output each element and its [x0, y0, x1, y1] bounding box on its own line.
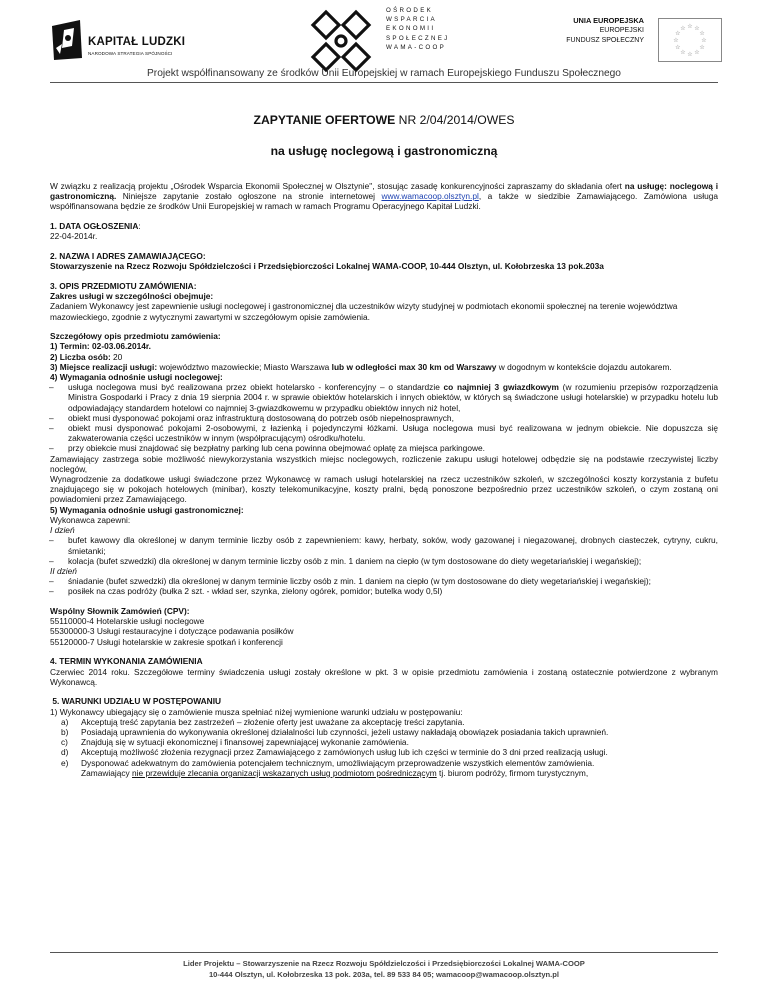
- dash-bullet: –: [49, 423, 54, 434]
- condition-item: [50, 717, 718, 727]
- eu-star-icon: ☆: [680, 50, 686, 57]
- intro-bold: na usługę: noclegową i gastronomiczną.: [50, 181, 719, 202]
- ue-logo-text: [564, 16, 644, 46]
- item-text: Posiadają uprawnienia do wykonywania określonej działalności lub czynności, jeżeli ustawy nakładają obowiązek posiadania takich uprawnień.: [81, 727, 609, 738]
- owes-line: SPOŁECZNEJ: [386, 34, 450, 42]
- item-text: Dysponować adekwatnym do zamówienia potencjałem technicznym, umożliwiającym przeprowadzenie wszystkich elementów zamówienia.: [81, 757, 595, 768]
- heading-text: 2. NAZWA I ADRES ZAMAWIAJĄCEGO:: [50, 251, 206, 262]
- detail-location: [50, 362, 718, 372]
- details-heading: [50, 331, 718, 341]
- detail-label: 2) Liczba osób:: [50, 351, 114, 362]
- condition-continuation: [50, 768, 718, 778]
- conditions-intro: 1) Wykonawcy ubiegający się o zamówienie musza spełniać niżej wymienione warunki udziału w postępowaniu:: [50, 706, 463, 717]
- item-underlined: nie przewiduje zlecania organizacji wskazanych usług podmiotom pośredniczącym: [132, 767, 437, 778]
- footer-divider: [50, 952, 718, 953]
- document-body: [50, 113, 718, 778]
- section-4-heading: [50, 656, 718, 666]
- cpv-code: 55120000-7 Usługi hotelarskie w zakresie spotkań i konferencji: [50, 636, 283, 647]
- detail-bold: lub w odległości max 30 km od Warszawy: [331, 361, 497, 372]
- subheading-text: Zakres usługi w szczególności obejmuje:: [50, 291, 214, 302]
- kapital-ludzki-title: KAPITAŁ LUDZKI: [88, 36, 186, 48]
- list-item: [50, 413, 718, 423]
- title-bold: ZAPYTANIE OFERTOWE: [253, 113, 396, 127]
- ue-line-1: UNIA EUROPEJSKA: [573, 16, 644, 25]
- dash-bullet: –: [49, 555, 54, 566]
- document-title: [50, 113, 718, 127]
- item-letter: c): [61, 737, 68, 748]
- accommodation-requirements-heading: [50, 372, 718, 382]
- footer-line-2: 10-444 Olsztyn, ul. Kołobrzeska 13 pok. 203a, tel. 89 533 84 05; wamacoop@wamacoop.olsztyn.pl: [208, 970, 560, 979]
- detail-persons: [50, 352, 718, 362]
- owes-logo-text: [386, 6, 450, 52]
- ue-logo: [564, 16, 724, 62]
- section-2-heading: [50, 251, 718, 261]
- condition-item: [50, 747, 718, 757]
- detail-value: 20: [113, 351, 123, 362]
- owes-mark-icon: [306, 8, 376, 74]
- heading-text: 4. TERMIN WYKONANIA ZAMÓWIENIA: [50, 656, 203, 667]
- item-text: (w rozumieniu przepisów rozporządzenia Ministra Gospodarki i Pracy z dnia 19 sierpnia 2004 r. w sprawie obiektów hotelarskich i innych obiektów, w których są świadczone usługi hotelarskie) w przypadku hotelu lub odpowiadający standardem hotelowi co najmniej 3-gwiazdkowemu w przypadku obiektów innych niż hotel,: [68, 382, 719, 413]
- eu-star-icon: ☆: [687, 52, 693, 58]
- heading-text: 3. OPIS PRZEDMIOTU ZAMÓWIENIA:: [50, 280, 197, 291]
- eu-star-icon: ☆: [675, 45, 681, 51]
- kapital-ludzki-flag-icon: [50, 18, 84, 62]
- catering-intro: Wykonawca zapewni:: [50, 514, 131, 525]
- dash-bullet: –: [49, 412, 54, 423]
- website-link[interactable]: www.wamacoop.olsztyn.pl: [381, 191, 479, 202]
- reservation-paragraph: Zamawiający zastrzega sobie możliwość niewykorzystania wszystkich miejsc noclegowych, rozliczenie zakupu usługi hotelowej odbędzie się na podstawie rzeczywistej liczby noclegów,: [50, 453, 718, 474]
- eu-star-icon: ☆: [699, 45, 705, 51]
- list-item: [50, 443, 718, 453]
- cpv-code: 55300000-3 Usługi restauracyjne i dotyczące podawania posiłków: [50, 626, 294, 637]
- item-text: bufet kawowy dla określonej w danym terminie liczby osób z zapewnieniem: kawy, herbaty, soków, wody gazowanej i niegazowanej, drobnych ciasteczek, cytryny, cukru, śmietanki;: [68, 535, 718, 556]
- intro-text: Niniejsze zapytanie zostało ogłoszone na stronie internetowej: [116, 191, 382, 202]
- day-1-label: [50, 525, 718, 535]
- cpv-code: 55110000-4 Hotelarskie usługi noclegowe: [50, 616, 205, 627]
- item-text: kolacja (bufet szwedzki) dla określonej w danym terminie liczby osób z min. 1 daniem na ciepło (w tym dostosowane do diety wegetariańskiej i wegańskiej);: [68, 555, 642, 566]
- header-divider: [50, 82, 718, 83]
- dash-bullet: –: [49, 443, 54, 454]
- item-text: posiłek na czas podróży (bułka 2 szt. - wkład ser, szynka, zielony ogórek, pomidor; butelka wody 0,5l): [68, 586, 443, 597]
- heading-text: 5. WARUNKI UDZIAŁU W POSTĘPOWANIU: [50, 696, 222, 707]
- item-bold: co najmniej 3 gwiazdkowym: [443, 382, 559, 393]
- eu-star-icon: ☆: [687, 24, 693, 30]
- scope-subheading: [50, 291, 718, 301]
- intro-text: W związku z realizacją projektu „Ośrodek Wsparcia Ekonomii Społecznej w Olsztynie", stosując zasadę konkurencyjności zapraszamy do składania ofert: [50, 181, 625, 191]
- project-cofinance-line: Projekt współfinansowany ze środków Unii Europejskiej w ramach Europejskiego Funduszu Społecznego: [147, 68, 621, 79]
- contracting-authority: [50, 261, 718, 271]
- detail-value: w dogodnym w kontekście dojazdu autokarem.: [496, 361, 672, 372]
- detail-label: 5) Wymagania odnośnie usługi gastronomicznej:: [50, 504, 244, 515]
- dash-bullet: –: [49, 576, 54, 587]
- list-item: [50, 382, 718, 413]
- intro-text: , a także w siedzibie Zamawiającego. Zamówiona usługa współfinansowana będzie ze środków Unii Europejskiej w ramach w ramach Programu Operacyjnego Kapitał Ludzki.: [50, 191, 719, 212]
- subheading-text: Szczegółowy opis przedmiotu zamówienia:: [50, 331, 221, 342]
- eu-star-icon: ☆: [673, 38, 679, 44]
- item-letter: e): [61, 757, 69, 768]
- owes-logo: [306, 6, 456, 76]
- eu-flag-icon: [658, 18, 722, 62]
- day-label: I dzień: [50, 525, 75, 536]
- dash-bullet: –: [49, 586, 54, 597]
- dash-bullet: –: [49, 535, 54, 546]
- item-text: tj. biurom podróży, firmom turystycznym,: [436, 767, 589, 778]
- detail-label: 1) Termin:: [50, 341, 93, 352]
- title-number: NR 2/04/2014/OWES: [395, 113, 515, 127]
- item-letter: b): [61, 727, 69, 738]
- scope-text: Zadaniem Wykonawcy jest zapewnienie usługi noclegowej i gastronomicznej dla uczestników wizyty studyjnej w podmiotach ekonomii społecznej na terenie województwa mazowieckiego, zgodnie z wytycznymi zawartymi w szczegółowym opisie zamówienia.: [50, 301, 678, 322]
- item-text: Akceptują możliwość złożenia rezygnacji przez Zamawiającego z zamówionych usług lub ich części w terminie do 3 dni przed realizacją usługi.: [81, 747, 608, 758]
- condition-item: [50, 727, 718, 737]
- owes-line: OŚRODEK: [386, 7, 434, 14]
- kapital-ludzki-subtitle: NARODOWA STRATEGIA SPÓJNOŚCI: [88, 51, 173, 56]
- detail-label: 4) Wymagania odnośnie usługi noclegowej:: [50, 372, 223, 383]
- section-3-heading: [50, 281, 718, 291]
- item-text: obiekt musi dysponować pokojami oraz infrastrukturą dostosowaną do potrzeb osób niepełnosprawnych,: [68, 412, 454, 423]
- owes-line: EKONOMII: [386, 25, 436, 33]
- extra-services-paragraph: Wynagrodzenie za dodatkowe usługi świadczone przez Wykonawcę w ramach usługi hotelarskiej na rzecz uczestników szkoleń, w szczególności koszty korzystania z bufetu znajdującego się w pokojach hotelowych (minibar), koszty telekomunikacyjne, koszty pralni, będą ponoszone bezpośrednio przez uczestników szkoleń, o czym zostaną oni powiadomieni przez Zamawiającego.: [50, 474, 718, 505]
- list-item: [50, 423, 718, 443]
- owes-line: WSPARCIA: [386, 16, 437, 24]
- detail-term: [50, 341, 718, 351]
- ue-line-2: EUROPEJSKI: [599, 27, 644, 34]
- catering-requirements-heading: [50, 505, 718, 515]
- item-letter: d): [61, 747, 69, 758]
- detail-label: 3) Miejsce realizacji usługi:: [50, 361, 160, 372]
- item-text: obiekt musi dysponować pokojami 2-osobowymi, z łazienką i pojedynczymi łóżkami. Usługa noclegowa musi być realizowana w jednym obiekcie. Nie dopuszcza się zakwaterowania części uczestników w innym (współpracującym) ośrodku/hotelu.: [68, 423, 718, 444]
- announcement-date: 22-04-2014r.: [50, 231, 98, 242]
- kapital-ludzki-logo: [50, 14, 210, 68]
- dash-bullet: –: [49, 382, 54, 393]
- eu-star-icon: ☆: [694, 25, 700, 32]
- day-label: II dzień: [50, 565, 77, 576]
- condition-item: [50, 758, 718, 768]
- item-text: usługa noclegowa musi być realizowana przez obiekt hotelarsko - konferencyjny – o standardzie: [68, 382, 444, 393]
- subheading-text: Wspólny Słownik Zamówień (CPV):: [50, 606, 190, 617]
- list-item: [50, 576, 718, 586]
- list-item: [50, 556, 718, 566]
- heading-colon: :: [138, 221, 141, 232]
- item-text: Znajdują się w sytuacji ekonomicznej i finansowej zapewniającej wykonanie zamówienia.: [81, 737, 409, 748]
- detail-value: 02-03.06.2014r.: [92, 341, 151, 352]
- eu-star-icon: ☆: [701, 38, 707, 44]
- owes-line: WAMA-COOP: [386, 43, 446, 51]
- item-text: przy obiekcie musi znajdować się bezpłatny parking lub cena powinna obejmować opłatę za miejsca parkingowe.: [68, 443, 485, 454]
- eu-star-icon: ☆: [675, 31, 681, 37]
- authority-text: Stowarzyszenie na Rzecz Rozwoju Spółdzielczości i Przedsiębiorczości Lokalnej WAMA-COOP, 10-444 Olsztyn, ul. Kołobrzeska 13 pok.203a: [50, 261, 604, 272]
- detail-value: województwo mazowieckie; Miasto Warszawa: [159, 361, 332, 372]
- intro-paragraph: [50, 181, 718, 212]
- execution-term-text: Czerwiec 2014 roku. Szczegółowe terminy świadczenia usługi zostały określone w pkt. 3 w opisie przedmiotu zamówienia i zostaną ostatecznie potwierdzone z wybranym Wykonawcą.: [50, 666, 718, 687]
- section-5-heading: [50, 696, 718, 706]
- item-text: Akceptują treść zapytania bez zastrzeżeń – złożenie oferty jest uważane za akceptację treści zapytania.: [81, 716, 465, 727]
- eu-star-icon: ☆: [699, 31, 705, 37]
- eu-star-icon: ☆: [694, 50, 700, 57]
- footer: [0, 958, 768, 980]
- item-letter: a): [61, 716, 69, 727]
- cpv-heading: [50, 606, 718, 616]
- document-subtitle: na usługę noclegową i gastronomiczną: [270, 144, 498, 158]
- heading-text: 1. DATA OGŁOSZENIA: [50, 221, 139, 232]
- ue-line-3: FUNDUSZ SPOŁECZNY: [566, 37, 644, 44]
- section-1-heading: [50, 221, 718, 231]
- condition-item: [50, 737, 718, 747]
- list-item: [50, 535, 718, 555]
- item-text: Zamawiający: [81, 767, 133, 778]
- footer-line-1: Lider Projektu – Stowarzyszenie na Rzecz Rozwoju Spółdzielczości i Przedsiębiorczości Lokalnej WAMA-COOP: [183, 959, 585, 968]
- list-item: [50, 586, 718, 596]
- eu-star-icon: ☆: [680, 25, 686, 32]
- item-text: śniadanie (bufet szwedzki) dla określonej w danym terminie liczby osób z min. 1 daniem na ciepło (w tym dostosowane do diety wegetariańskiej i wegańskiej);: [68, 576, 651, 587]
- day-2-label: [50, 566, 718, 576]
